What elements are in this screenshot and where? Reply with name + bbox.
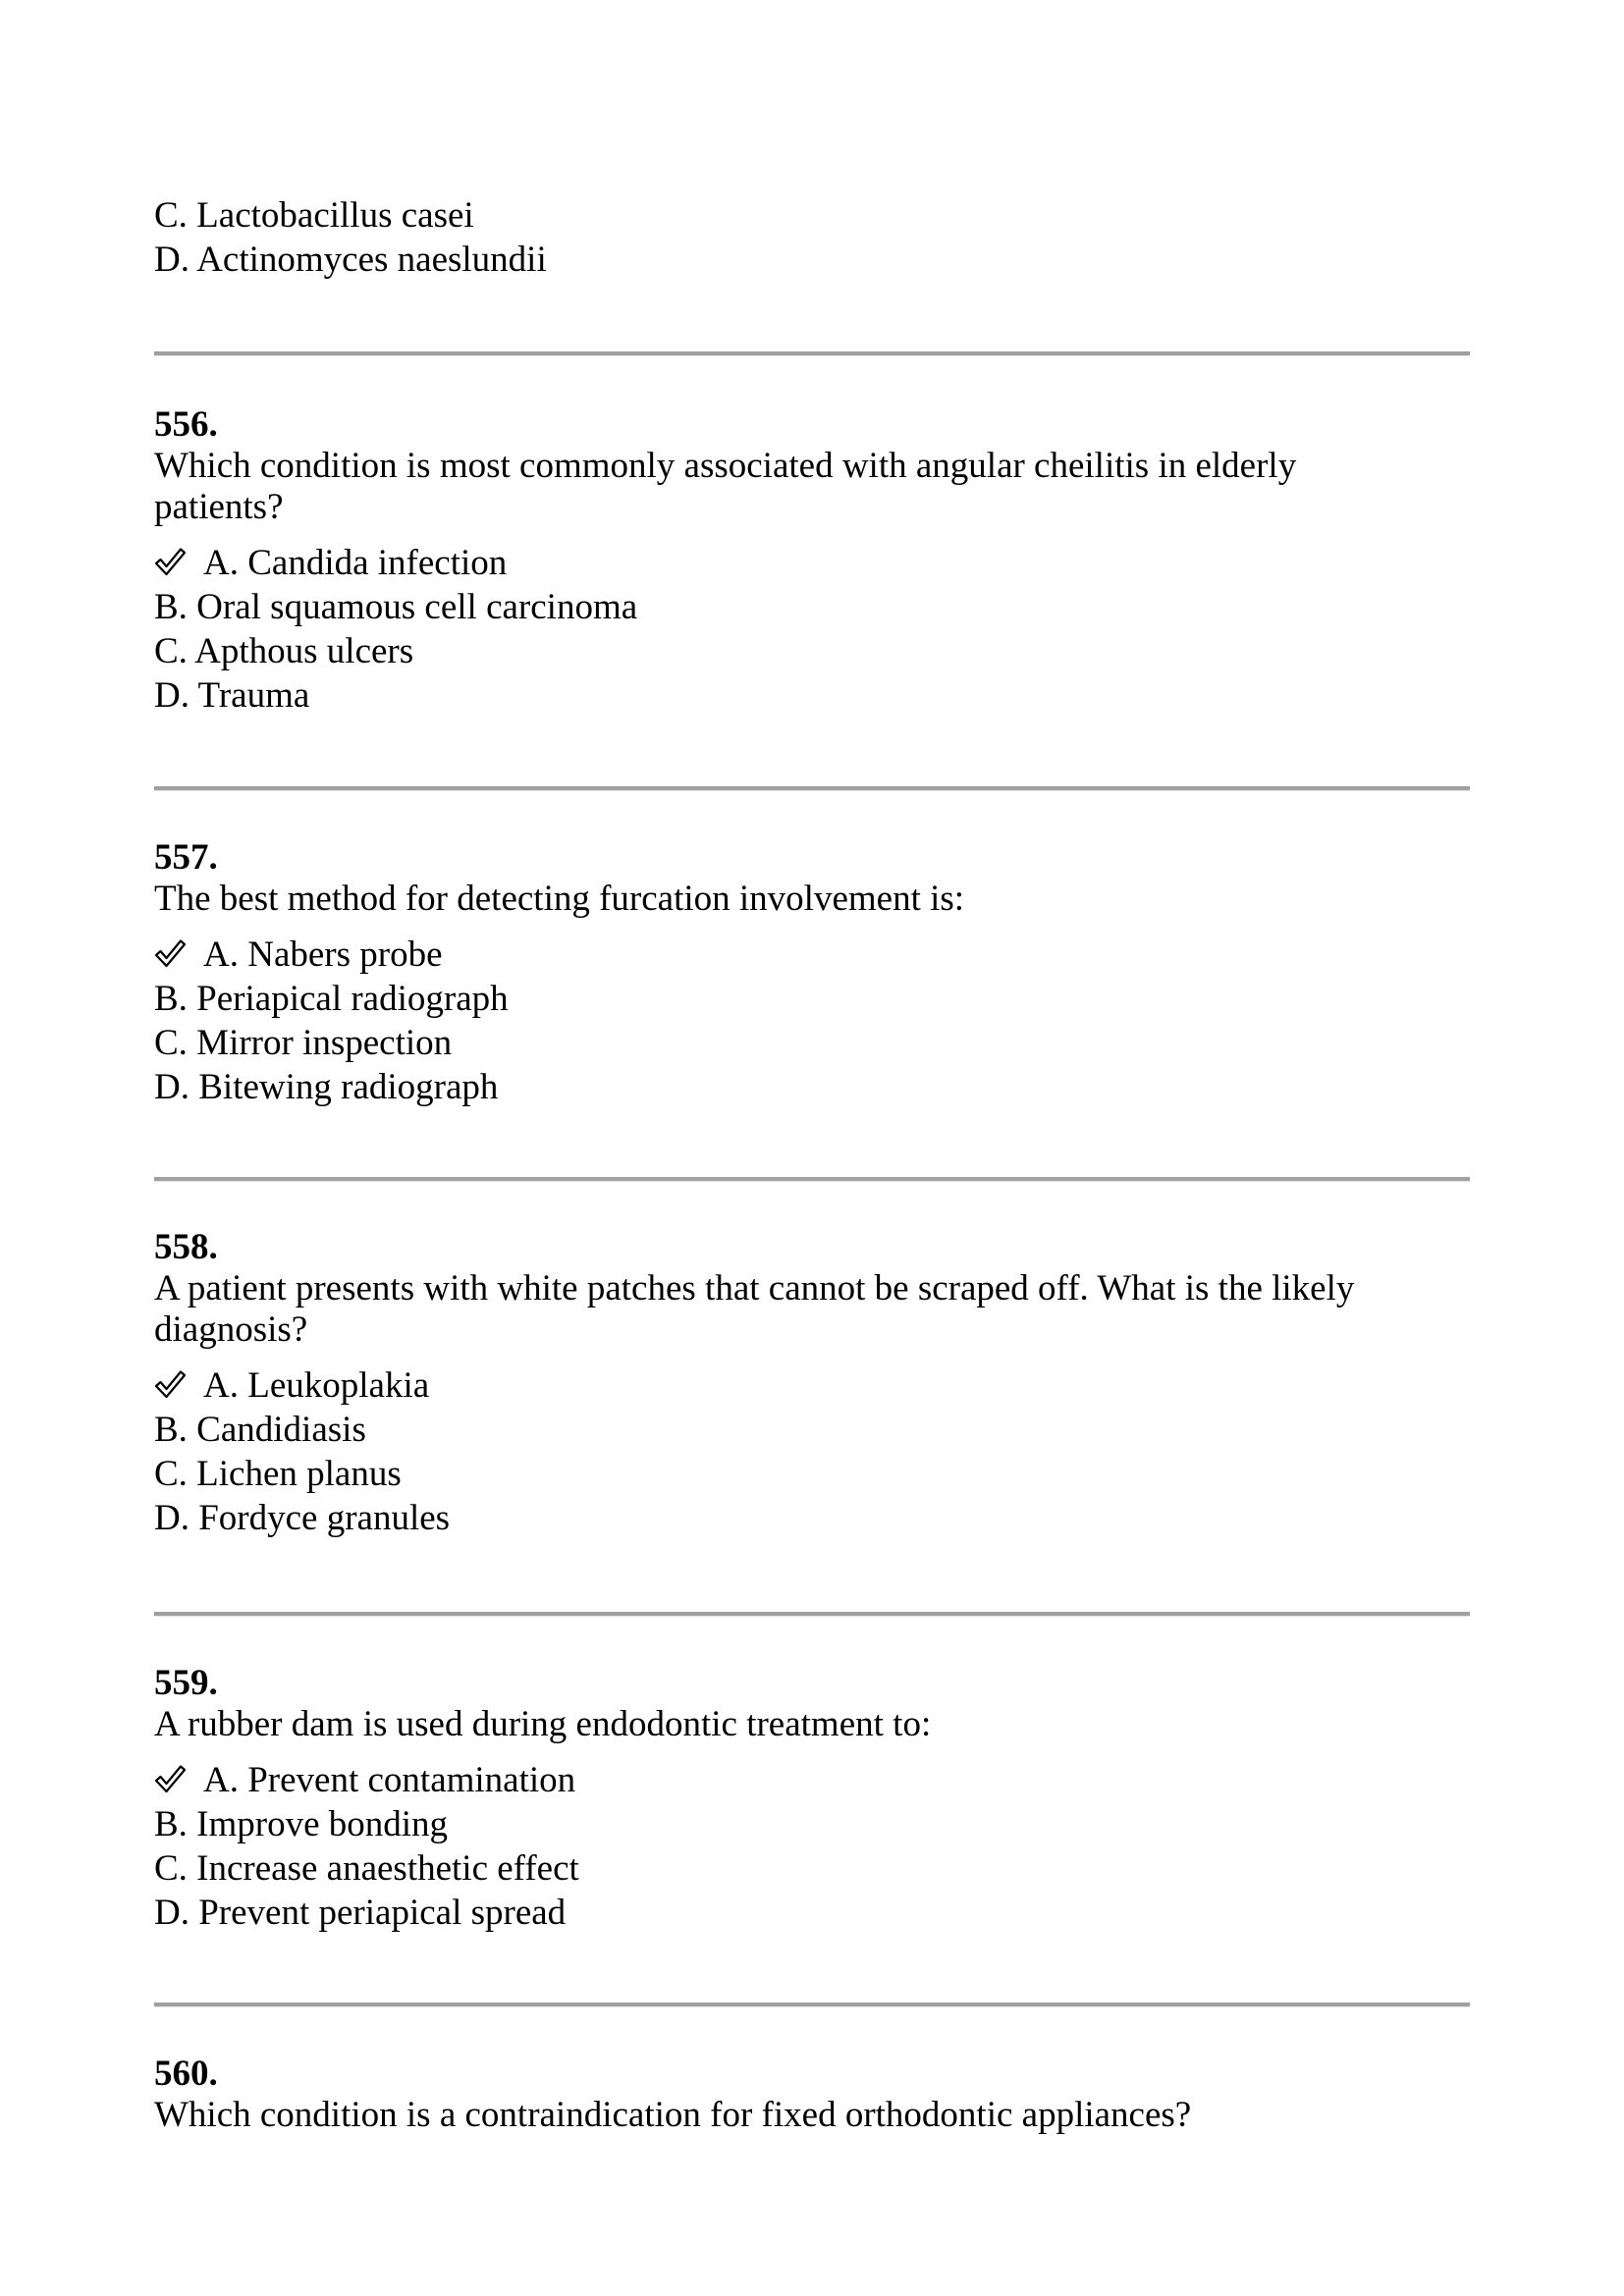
divider (154, 786, 1470, 790)
question-558 (154, 1227, 1354, 1540)
question-number: 558. (154, 1227, 218, 1267)
divider (154, 1177, 1470, 1181)
question-number: 556. (154, 404, 218, 445)
option-b: B. Periapical radiograph (154, 979, 509, 1019)
question-number: 559. (154, 1663, 218, 1703)
option-c: C. Lactobacillus casei (154, 195, 474, 236)
question-number: 560. (154, 2054, 218, 2094)
question-555-continuation (154, 193, 547, 282)
divider (154, 351, 1470, 355)
question-text-line: Which condition is a contraindication for fixed orthodontic appliances? (154, 2095, 1192, 2135)
option-c: C. Mirror inspection (154, 1023, 453, 1063)
option-a-correct (154, 1363, 1354, 1408)
option-c: C. Increase anaesthetic effect (154, 1848, 579, 1889)
check-outline-icon (154, 547, 187, 576)
option-b: B. Improve bonding (154, 1804, 449, 1844)
question-number: 557. (154, 837, 218, 878)
check-outline-icon (154, 1764, 187, 1793)
question-557 (154, 837, 964, 1109)
question-559 (154, 1663, 931, 1935)
option-d: D. Fordyce granules (154, 1498, 451, 1538)
option-c: C. Apthous ulcers (154, 631, 414, 671)
check-outline-icon (154, 938, 187, 968)
question-text-line: diagnosis? (154, 1309, 308, 1350)
option-label: A. Leukoplakia (203, 1365, 430, 1406)
question-text-line: patients? (154, 487, 284, 527)
option-b: B. Oral squamous cell carcinoma (154, 587, 638, 627)
option-c: C. Lichen planus (154, 1454, 402, 1494)
option-b: B. Candidiasis (154, 1410, 366, 1450)
question-560 (154, 2054, 1191, 2136)
check-outline-icon (154, 1369, 187, 1399)
question-556 (154, 404, 1296, 718)
option-d: D. Bitewing radiograph (154, 1067, 499, 1107)
option-a-correct (154, 541, 1296, 585)
divider (154, 2002, 1470, 2006)
option-label: A. Nabers probe (203, 934, 443, 975)
option-label: A. Prevent contamination (203, 1760, 576, 1800)
option-d: D. Prevent periapical spread (154, 1893, 567, 1933)
divider (154, 1612, 1470, 1616)
question-text-line: Which condition is most commonly associated with angular cheilitis in elderly (154, 446, 1297, 486)
question-text-line: A patient presents with white patches that cannot be scraped off. What is the likely (154, 1268, 1355, 1308)
option-a-correct (154, 933, 964, 977)
option-d: D. Actinomyces naeslundii (154, 240, 547, 280)
question-text-line: The best method for detecting furcation involvement is: (154, 879, 965, 919)
option-a-correct (154, 1758, 931, 1802)
question-text-line: A rubber dam is used during endodontic treatment to: (154, 1704, 932, 1744)
option-label: A. Candida infection (203, 543, 508, 583)
option-d: D. Trauma (154, 675, 310, 716)
